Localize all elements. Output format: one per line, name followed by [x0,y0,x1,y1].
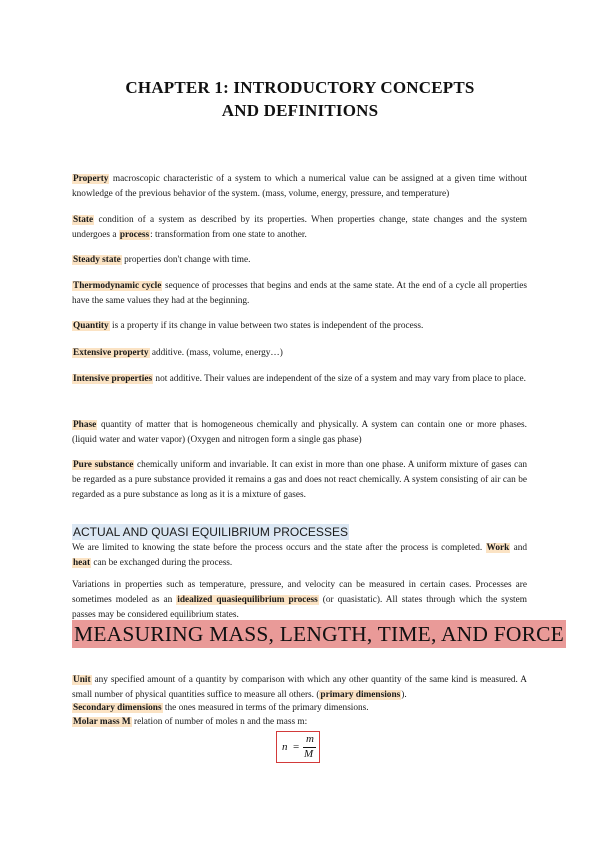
term-property: Property [73,174,109,184]
definition-text: macroscopic characteristic of a system to which a numerical value can be assigned at a given time without knowledge of the previous behavior of the system. (mass, volume, energy, pressure, and temperature) [72,174,527,199]
definition-state [72,213,527,243]
term-pure-substance: Pure substance [73,460,134,470]
definition-steady-state [72,253,527,268]
term-extensive-property: Extensive property [73,348,149,358]
term-molar-mass: Molar mass M [73,717,131,727]
molar-mass-formula [276,731,320,763]
definition-thermodynamic-cycle [72,279,527,309]
paragraph-text: and [510,543,528,553]
paragraph-variations [72,578,527,623]
term-secondary-dimensions: Secondary dimensions [73,703,162,713]
definition-extensive-property [72,346,527,361]
term-primary-dimensions: primary dimensions [320,690,401,700]
definition-text: is a property if its change in value between two states is independent of the process. [109,321,424,331]
paragraph-text: can be exchanged during the process. [91,558,233,568]
paragraph-unit [72,673,527,703]
term-heat: heat [73,558,91,568]
term-idealized-quasiequilibrium-process: idealized quasiequilibrium process [177,595,318,605]
chapter-title-line-2: AND DEFINITIONS [221,101,379,120]
paragraph-text: ). [401,690,407,700]
definition-text: additive. (mass, volume, energy…) [149,348,283,358]
chapter-title [40,76,560,122]
paragraph-molar-mass [72,715,527,730]
section-heading-measuring: MEASURING MASS, LENGTH, TIME, AND FORCE [74,622,564,646]
definition-pure-substance [72,458,527,503]
section-heading-actual-quasi-equilibrium: ACTUAL AND QUASI EQUILIBRIUM PROCESSES [73,525,348,539]
paragraph-text: the ones measured in terms of the primary dimensions. [162,703,369,713]
paragraph-knowing-state [72,541,527,571]
definition-quantity [72,319,527,334]
definition-phase [72,418,527,448]
definition-text: chemically uniform and invariable. It can exist in more than one phase. A uniform mixture of gases can be regarded as a pure substance provided it remains a gas and does not react chemically. A system consisting of air can be regarded as a pure substance as long as it is a mixture of gases. [72,460,527,500]
paragraph-text: any specified amount of a quantity by comparison with which any other quantity of the same kind is measured. A small number of physical quantities suffice to measure all others. ( [72,675,527,700]
definition-intensive-properties [72,372,527,387]
definition-text: sequence of processes that begins and ends at the same state. At the end of a cycle all properties have the same values they had at the beginning. [72,281,527,306]
term-phase: Phase [73,420,97,430]
formula-equals: = [293,741,300,753]
term-work: Work [486,543,510,553]
term-intensive-properties: Intensive properties [73,374,153,384]
term-steady-state: Steady state [73,255,121,265]
chapter-title-line-1: CHAPTER 1: INTRODUCTORY CONCEPTS [125,78,475,97]
definition-text: quantity of matter that is homogeneous chemically and physically. A system can contain one or more phases. (liquid water and water vapor) (Oxygen and nitrogen form a single gas phase) [72,420,527,445]
formula-denominator: M [304,748,314,760]
paragraph-secondary-dimensions [72,701,527,716]
formula-numerator: m [306,733,314,745]
term-quantity: Quantity [73,321,109,331]
paragraph-text: Variations in properties such as temperature, pressure, and velocity can be measured in certain cases. Processes are sometimes modeled as an [72,580,527,605]
term-thermodynamic-cycle: Thermodynamic cycle [73,281,162,291]
formula-lhs: n [282,741,288,753]
definition-property [72,172,527,202]
definition-text: : transformation from one state to another. [150,230,307,240]
term-unit: Unit [73,675,91,685]
term-process: process [119,230,150,240]
definition-text: properties don't change with time. [121,255,251,265]
definition-text: condition of a system as described by its properties. When properties change, state changes and the system undergoes a [72,215,527,240]
term-state: State [73,215,94,225]
paragraph-text: We are limited to knowing the state before the process occurs and the state after the process is completed. [72,543,486,553]
paragraph-text: (or quasistatic). All states through which the system passes may be considered equilibrium states. [72,595,527,620]
definition-text: not additive. Their values are independent of the size of a system and may vary from place to place. [153,374,526,384]
paragraph-text: relation of number of moles n and the mass m: [131,717,308,727]
